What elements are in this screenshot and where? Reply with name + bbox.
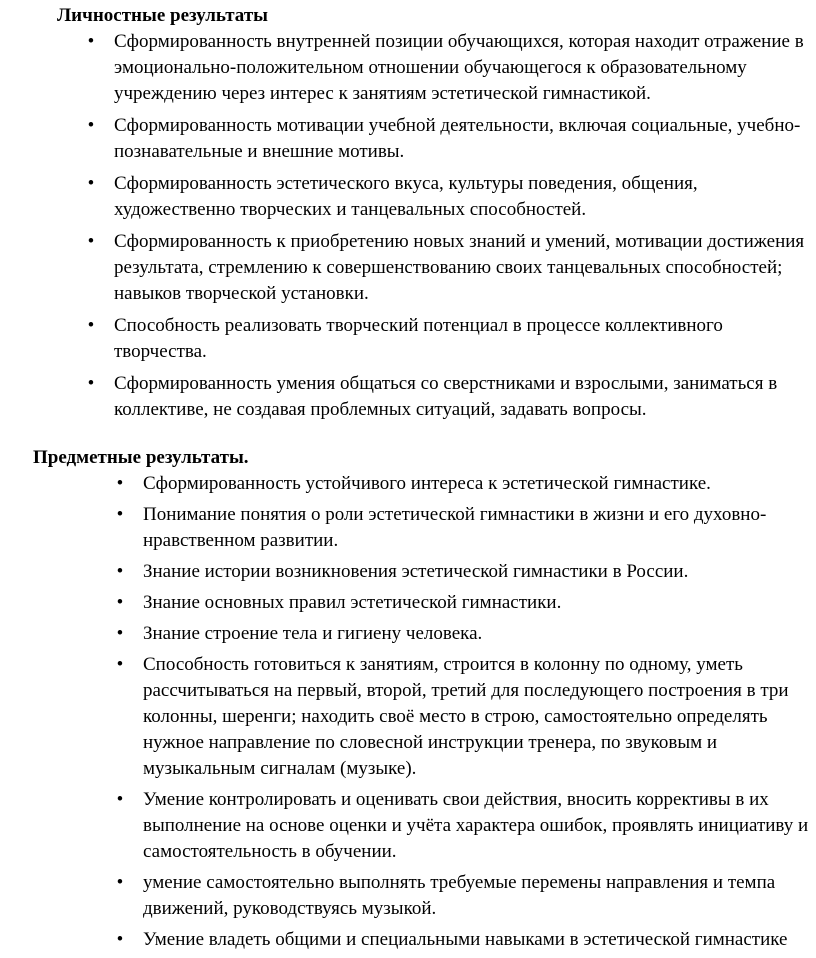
bullet-icon: • — [116, 929, 124, 950]
list-item — [84, 229, 816, 307]
list-item-text: Сформированность внутренней позиции обучающихся, которая находит отражение в эмоционально-положительном отношении обучающегося к образовательному учреждению через интерес к занятиям эстетической гимнастикой. — [114, 31, 804, 104]
bullet-icon: • — [87, 115, 95, 136]
list-item — [113, 870, 816, 922]
bullet-icon: • — [116, 872, 124, 893]
bullet-icon: • — [87, 173, 95, 194]
section-heading-subject: Предметные результаты. — [33, 447, 249, 468]
list-item — [84, 113, 816, 165]
bullet-icon: • — [87, 31, 95, 52]
bullet-icon: • — [87, 315, 95, 336]
list-item — [113, 621, 816, 647]
list-item-text: Знание истории возникновения эстетической гимнастики в России. — [143, 561, 689, 582]
list-item-text: Умение контролировать и оценивать свои действия, вносить коррективы в их выполнение на основе оценки и учёта характера ошибок, проявлять инициативу и самостоятельность в обучении. — [143, 789, 809, 862]
list-item-text: Сформированность устойчивого интереса к эстетической гимнастике. — [143, 473, 711, 494]
list-item-text: Знание строение тела и гигиену человека. — [143, 623, 483, 644]
list-item — [84, 171, 816, 223]
bullet-icon: • — [116, 504, 124, 525]
list-item-text: Сформированность к приобретению новых знаний и умений, мотивации достижения результата, стремлению к совершенствованию своих танцевальных способностей; навыков творческой установки. — [114, 231, 805, 304]
subject-results-list — [113, 471, 816, 958]
bullet-icon: • — [116, 561, 124, 582]
bullet-icon: • — [116, 654, 124, 675]
section-heading-personal: Личностные результаты — [57, 5, 268, 26]
list-item-text: Способность реализовать творческий потенциал в процессе коллективного творчества. — [114, 315, 723, 362]
list-item-text: Сформированность мотивации учебной деятельности, включая социальные, учебно-познавательные и внешние мотивы. — [114, 115, 801, 162]
list-item — [113, 502, 816, 554]
list-item — [113, 471, 816, 497]
list-item — [113, 787, 816, 865]
list-item — [84, 313, 816, 365]
list-item — [84, 371, 816, 423]
bullet-icon: • — [116, 789, 124, 810]
list-item — [113, 590, 816, 616]
personal-results-list — [84, 29, 816, 429]
list-item-text: Способность готовиться к занятиям, строится в колонну по одному, уметь рассчитываться на первый, второй, третий для последующего построения в три колонны, шеренги; находить своё место в строю, самостоятельно определять нужное направление по словесной инструкции тренера, по звуковым и музыкальным сигналам (музыке). — [143, 654, 789, 779]
list-item — [113, 559, 816, 585]
list-item-text: Умение владеть общими и специальными навыками в эстетической гимнастике — [143, 929, 788, 950]
bullet-icon: • — [116, 592, 124, 613]
bullet-icon: • — [116, 473, 124, 494]
list-item-text: Знание основных правил эстетической гимнастики. — [143, 592, 562, 613]
list-item — [113, 652, 816, 782]
bullet-icon: • — [87, 373, 95, 394]
list-item-text: Сформированность эстетического вкуса, культуры поведения, общения, художественно творческих и танцевальных способностей. — [114, 173, 698, 220]
list-item-text: Сформированность умения общаться со сверстниками и взрослыми, заниматься в коллективе, не создавая проблемных ситуаций, задавать вопросы. — [114, 373, 778, 420]
list-item — [84, 29, 816, 107]
bullet-icon: • — [87, 231, 95, 252]
bullet-icon: • — [116, 623, 124, 644]
list-item-text: умение самостоятельно выполнять требуемые перемены направления и темпа движений, руководствуясь музыкой. — [143, 872, 776, 919]
list-item-text: Понимание понятия о роли эстетической гимнастики в жизни и его духовно-нравственном развитии. — [143, 504, 767, 551]
list-item — [113, 927, 816, 953]
